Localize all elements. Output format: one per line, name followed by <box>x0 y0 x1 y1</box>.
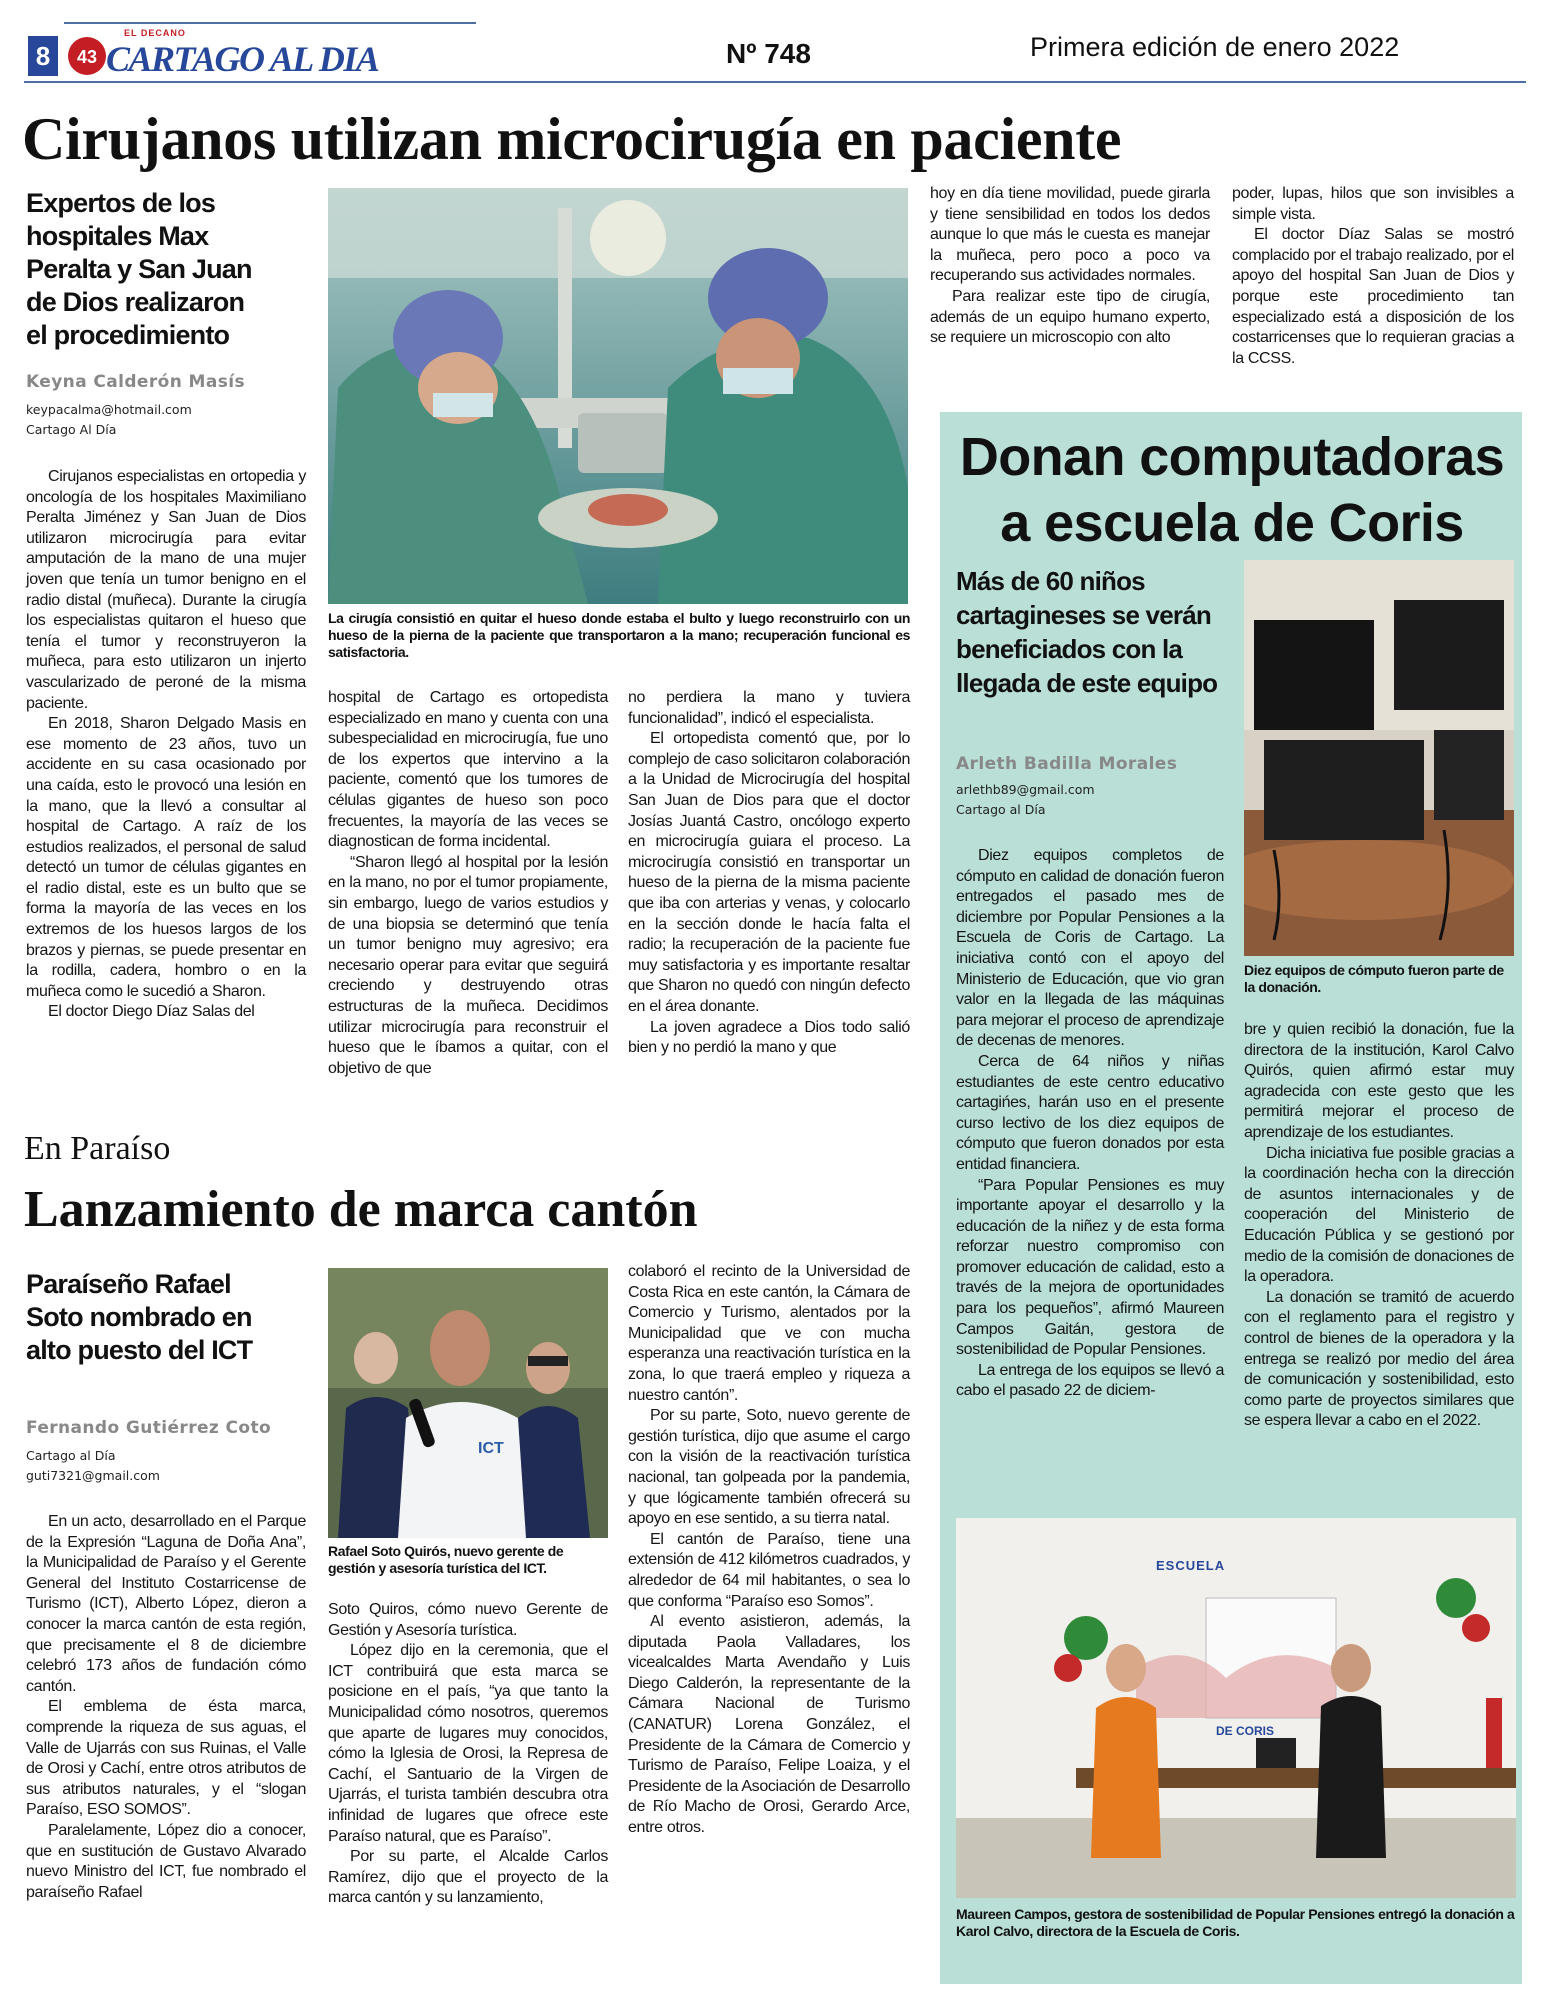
paragraph: Por su parte, el Alcalde Carlos Ramírez, dijo que el proyecto de la marca cantón y su lanzamiento, <box>328 1848 608 1907</box>
paragraph: Dicha iniciativa fue posible gracias a la coordinación hecha con la dirección de asuntos internacionales y de cooperación del Ministerio de Educación Pública y se gestionó por medio de la comisión de donaciones de la operadora. <box>1244 1144 1514 1286</box>
article2-column-3 <box>628 1262 910 1839</box>
paragraph: no perdiera la mano y tuviera funcionalidad”, indicó el especialista. <box>628 689 910 727</box>
donation-photo <box>956 1518 1516 1898</box>
paragraph: Paralelamente, López dio a conocer, que en sustitución de Gustavo Alvarado nuevo Ministro del ICT, fue nombrado el paraíseño Rafael <box>26 1821 306 1901</box>
paragraph: “Para Popular Pensiones es muy importante apoyar el desarrollo y la educación de la niñez y de esta forma reforzar nuestro compromiso con promover educación de calidad, esto a través de la mejora de oportunidades para los pequeños”, afirmó Maureen Campos Gaitán, gestora de sostenibilidad de Popular Pensiones. <box>956 1176 1224 1359</box>
masthead-logo <box>64 28 379 80</box>
paragraph: bre y quien recibió la donación, fue la directora de la institución, Karol Calvo Quirós, quien afirmó estar muy agradecida con este gesto que les permitirá mejorar el proceso de aprendizaje de los estudiantes. <box>1244 1021 1514 1141</box>
paragraph: colaboró el recinto de la Universidad de Costa Rica en este cantón, la Cámara de Comercio y Turismo, alentados por la Municipalidad que ve con mucha esperanza una reactivación turística en la zona, lo que traerá empleo y riqueza a nuestro cantón”. <box>628 1263 910 1404</box>
article3-subhead: Más de 60 niños cartagineses se verán beneficiados con la llegada de este equipo <box>956 566 1218 698</box>
paragraph: En un acto, desarrollado en el Parque de la Expresión “Laguna de Doña Ana”, la Municipalidad de Paraíso y el Gerente General del Instituto Costarricense de Turismo (ICT), Alberto López, dieron a conocer la marca cantón de esta región, que precisamente el 8 de diciembre celebró 173 años de fundación cómo cantón. <box>26 1513 306 1695</box>
header-top-rule <box>64 22 476 24</box>
paragraph: Soto Quiros, cómo nuevo Gerente de Gestión y Asesoría turística. <box>328 1601 608 1639</box>
svg-text:43: 43 <box>76 47 98 67</box>
issue-number: Nº 748 <box>726 38 811 69</box>
article1-outlet: Cartago Al Día <box>26 422 117 437</box>
paragraph: La joven agradece a Dios todo salió bien y no perdió la mano y que <box>628 1018 910 1057</box>
computers-photo <box>1244 560 1514 956</box>
article2-email: guti7321@gmail.com <box>26 1468 160 1483</box>
article1-headline: Cirujanos utilizan microcirugía en paciente <box>22 106 1122 172</box>
article2-subhead: Paraíseño Rafael Soto nombrado en alto puesto del ICT <box>26 1269 253 1365</box>
logo-wordmark: CARTAGO AL DIA <box>106 39 379 79</box>
article2-headline: Lanzamiento de marca cantón <box>24 1181 698 1238</box>
paragraph: La entrega de los equipos se llevó a cabo el pasado 22 de diciem- <box>956 1361 1224 1400</box>
paragraph: La donación se tramitó de acuerdo con el reglamento para el registro y control de bienes de la operadora y la entrega se realizó por medio del área de comunicación y sostenibilidad, esto como parte de proyectos similares que se espera llevar a cabo en el 2022. <box>1244 1288 1514 1430</box>
paragraph: Cirujanos especialistas en ortopedia y oncología de los hospitales Maximiliano Peralta Jiménez y San Juan de Dios utilizaron microcirugía para evitar amputación de la mano de una mujer joven que tenía un tumor benigno en el radio distal (muñeca). Durante la cirugía los especialistas quitaron el hueso que tenía el tumor y reconstruyeron la muñeca, para esto utilizaron un injerto vascularizado de peroné de la misma paciente. <box>26 468 306 712</box>
school-sign-top: ESCUELA <box>1156 1558 1226 1573</box>
rafael-soto-caption: Rafael Soto Quirós, nuevo gerente de gestión y asesoría turística del ICT. <box>328 1543 564 1576</box>
paragraph: El doctor Díaz Salas se mostró complacido por el trabajo realizado, por el apoyo del hospital San Juan de Dios y porque este procedimiento tan especializado está a disposición de los costarricenses que lo requieran gracias a la CCSS. <box>1232 226 1515 367</box>
article2-outlet: Cartago al Día <box>26 1448 116 1463</box>
article2-kicker: En Paraíso <box>24 1130 171 1167</box>
page-number: 8 <box>28 36 58 76</box>
donation-photo-caption: Maureen Campos, gestora de sostenibilidad de Popular Pensiones entregó la donación a Karol Calvo, directora de la Escuela de Coris. <box>956 1906 1515 1939</box>
paragraph: Por su parte, Soto, nuevo gerente de gestión turística, dijo que asume el cargo con la visión de la reactivación turística nacional, tan golpeada por la pandemia, y que lógicamente también ofrecerá su apoyo en ese sentido, a su tierra natal. <box>628 1407 910 1528</box>
article3-author: Arleth Badilla Morales <box>956 754 1178 774</box>
paragraph: El cantón de Paraíso, tiene una extensión de 412 kilómetros cuadrados, y alrededor de 64 mil habitantes, o sea lo que conforma “Paraíso eso Somos”. <box>628 1530 910 1610</box>
header-bottom-rule <box>24 81 1526 83</box>
paragraph: Cerca de 64 niños y niñas estudiantes de este centro educativo cartagińes, harán uso en el presente curso lectivo de los diez equipos de cómputo que fueron donados por esta entidad financiera. <box>956 1052 1224 1173</box>
article2-author: Fernando Gutiérrez Coto <box>26 1418 272 1438</box>
article1-subhead: Expertos de los hospitales Max Peralta y San Juan de Dios realizaron el procedimiento <box>26 188 252 350</box>
logo-emblem-icon <box>64 34 110 78</box>
article3-email: arlethb89@gmail.com <box>956 782 1095 797</box>
article3-headline: Donan computadoras a escuela de Coris <box>959 427 1505 553</box>
paragraph: López dijo en la ceremonia, que el ICT contribuirá que esta marca se posicione en el país, “ya que tanto la Municipalidad cómo nosotros, queremos que aparte de lugares muy conocidos, cómo la Iglesia de Orosi, la Represa de Cachí, el Santuario de la Virgen de Ujarrás, el turista también descubra otra infinidad de lugares que ofrece este Paraíso natural, que es Paraíso”. <box>328 1642 608 1845</box>
paragraph: poder, lupas, hilos que son invisibles a simple vista. <box>1232 185 1514 223</box>
rafael-soto-photo <box>328 1268 608 1538</box>
article1-column-5 <box>1232 184 1514 369</box>
surgery-photo <box>328 188 908 604</box>
article3-column-2 <box>1244 1020 1514 1432</box>
article1-email: keypacalma@hotmail.com <box>26 402 192 417</box>
computers-photo-caption: Diez equipos de cómputo fueron parte de la donación. <box>1244 962 1504 995</box>
paragraph: hoy en día tiene movilidad, puede girarla y tiene sensibilidad en todos los dedos aunque lo que más le cuesta es manejar la muñeca, pero poco a poco va recuperando sus actividades normales. <box>930 185 1210 285</box>
svg-text:ICT: ICT <box>478 1440 504 1457</box>
page-header <box>24 22 1526 84</box>
paragraph: En 2018, Sharon Delgado Masis en ese momento de 23 años, tuvo un accidente en su casa ocasionado por una caída, esto le provocó una lesión en la mano, que la llevó a consultar al hospital de Cartago. A raíz de los estudios realizados, el personal de salud detectó un tumor de células gigantes en el radio distal, este es un bulto que se forma la mayoría de las veces en los extremos de los huesos largos de los brazos y piernas, se puede presentar en la rodilla, cadera, hombro o en la muñeca como le sucedió a Sharon. <box>26 715 306 1000</box>
paragraph: El ortopedista comentó que, por lo complejo de caso solicitaron colaboración a la Unidad de Microcirugía del hospital San Juan de Dios para que el doctor Josías Juantá Castro, oncólogo experto en microcirugía guiara el proceso. La microcirugía consistió en transportar un hueso de la pierna de la misma paciente que iba con arterias y venas, y colocarlo en la sección donde le hacía falta el radio; la recuperación de la paciente fue muy satisfactoria y es importante resaltar que Sharon no quedó con ningún defecto en el área donante. <box>628 730 910 1015</box>
paragraph: Diez equipos completos de cómputo en calidad de donación fueron entregados el pasado mes de diciembre por Popular Pensiones a la Escuela de Coris de Cartago. La iniciativa contó con el apoyo del Ministerio de Educación, que vio gran valor en la llegada de las máquinas para mejorar el proceso de aprendizaje de decenas de menores. <box>956 847 1224 1050</box>
article3-column-1 <box>956 846 1224 1402</box>
paragraph: El doctor Diego Díaz Salas del <box>48 1003 255 1021</box>
paragraph: hospital de Cartago es ortopedista especializado en mano y cuenta con una subespecialidad en microcirugía, fue uno de los expertos que intervino a la paciente, comentó que los tumores de células gigantes de hueso son poco frecuentes, la mayoría de las veces se diagnostican de forma incidental. <box>328 689 608 851</box>
paragraph: Para realizar este tipo de cirugía, además de un equipo humano experto, se requiere un microscopio con alto <box>930 287 1210 347</box>
article3-outlet: Cartago al Día <box>956 802 1046 817</box>
article2-column-1 <box>26 1512 306 1903</box>
school-sign-bottom: DE CORIS <box>1216 1724 1275 1738</box>
logo-tagline: EL DECANO <box>124 28 186 38</box>
paragraph: Al evento asistieron, además, la diputada Paola Valladares, los vicealcaldes Marta Avendaño y Luis Diego Calderón, la representante de la Cámara Nacional de Turismo (CANATUR) Lorena González, el Presidente de la Cámara de Comercio y Turismo de Paraíso, Felipe Loaiza, y el Presidente de la Asociación de Desarrollo de Río Macho de Orosi, Gerardo Arce, entre otros. <box>628 1613 910 1837</box>
edition-date: Primera edición de enero 2022 <box>1030 32 1400 62</box>
article1-column-1 <box>26 467 306 1023</box>
article1-column-3 <box>628 688 910 1059</box>
paragraph: “Sharon llegó al hospital por la lesión en la mano, no por el tumor propiamente, sin embargo, luego de varios estudios y de una biopsia se determinó que tenía un tumor benigno muy agresivo; era necesario operar para evitar que seguirá creciendo y destruyendo otras estructuras de la muñeca. Decidimos utilizar microcirugía para reconstruir el hueso que le íbamos a quitar, con el objetivo de que <box>328 853 608 1077</box>
surgery-photo-caption: La cirugía consistió en quitar el hueso donde estaba el bulto y luego reconstruirlo con un hueso de la pierna de la paciente que transportaron a la mano; recuperación funcional es satisfactoria. <box>328 610 910 660</box>
article1-column-2 <box>328 688 608 1079</box>
article1-author: Keyna Calderón Masís <box>26 372 245 392</box>
article2-column-2 <box>328 1600 608 1909</box>
article1-column-4 <box>930 184 1210 349</box>
paragraph: El emblema de ésta marca, comprende la riqueza de sus aguas, el Valle de Ujarrás con sus Ruinas, el Valle de Orosi y Cachí, entre otros atributos de sus atributos naturales, y el “slogan Paraíso, ESO SOMOS”. <box>26 1698 306 1819</box>
